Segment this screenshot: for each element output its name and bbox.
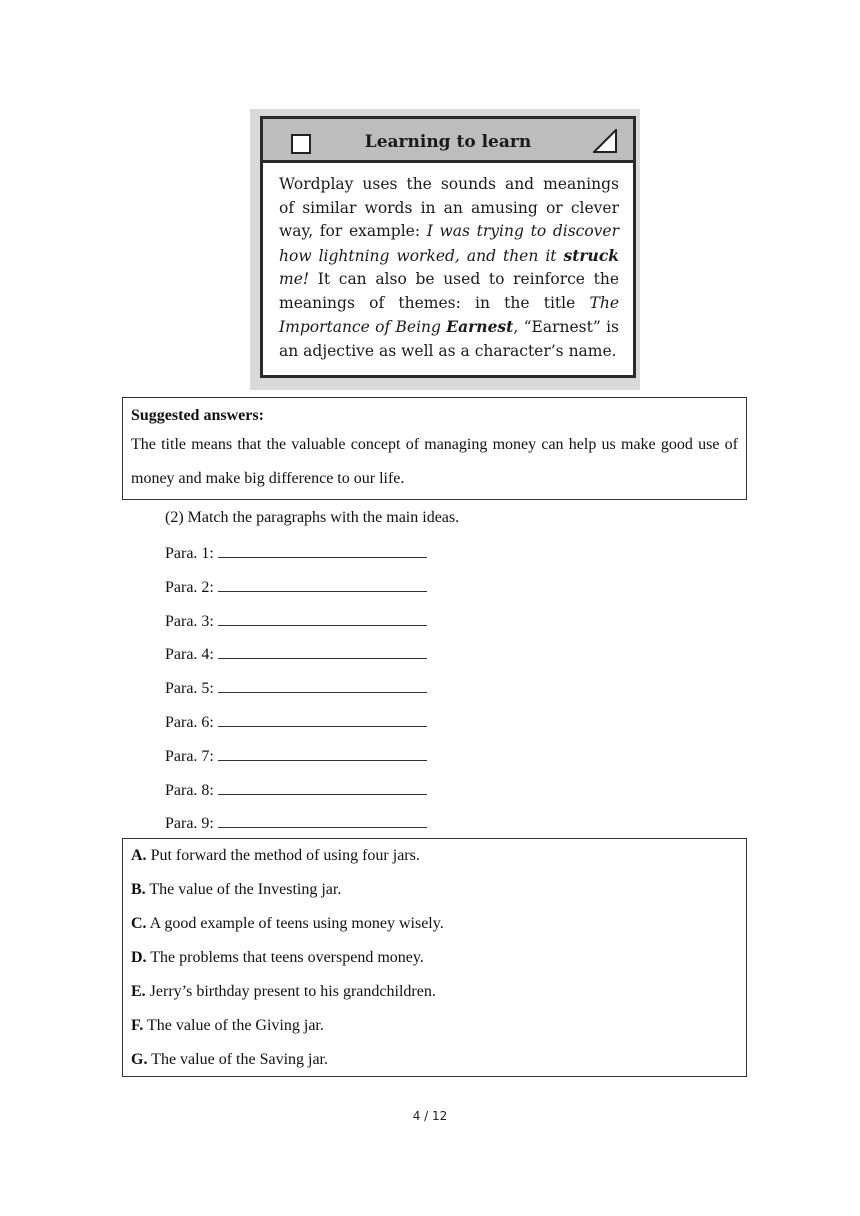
- suggested-answers-heading: Suggested answers:: [131, 407, 264, 424]
- para-match-row: [165, 678, 427, 698]
- para-label: Para. 6:: [165, 714, 214, 731]
- text-run: , “Earnest” is: [513, 318, 619, 336]
- idea-text: The value of the Investing jar.: [145, 881, 342, 898]
- answer-blank[interactable]: [218, 611, 427, 626]
- main-idea-item: [131, 879, 738, 913]
- learning-box-text: [263, 163, 633, 363]
- answer-blank[interactable]: [218, 780, 427, 795]
- para-label: Para. 7:: [165, 747, 214, 765]
- learning-box-line: [279, 268, 619, 292]
- answer-blank[interactable]: [218, 577, 427, 592]
- answer-blank[interactable]: [218, 712, 427, 727]
- learning-box-line: [279, 315, 619, 340]
- para-match-row: [165, 780, 427, 800]
- text-run: The: [589, 293, 619, 312]
- para-label: Para. 2:: [165, 578, 214, 596]
- learning-box-header: [263, 119, 633, 163]
- answer-blank[interactable]: [218, 746, 427, 761]
- page-number: 4 / 12: [412, 1109, 448, 1123]
- para-match-row: [165, 611, 427, 631]
- para-match-row: [165, 644, 427, 664]
- text-run: struck: [563, 245, 619, 265]
- idea-text: Put forward the method of using four jars.: [146, 847, 420, 864]
- learning-box-line: [279, 220, 619, 244]
- idea-letter: A.: [131, 847, 147, 864]
- suggested-answers-text: The title means that the valuable concept of managing money can help us make good use of money and make big difference to our life.: [131, 436, 738, 487]
- para-label: Para. 8:: [165, 781, 214, 799]
- idea-letter: F.: [131, 1017, 144, 1034]
- main-idea-item: [131, 845, 738, 879]
- idea-text: The problems that teens overspend money.: [146, 949, 424, 966]
- idea-text: A good example of teens using money wisely.: [146, 915, 444, 932]
- para-match-row: [165, 712, 427, 732]
- idea-letter: G.: [131, 1051, 148, 1068]
- text-run: meanings of themes: in the title: [279, 293, 590, 312]
- text-run: an adjective as well as a character’s name.: [279, 341, 617, 360]
- para-match-row: [165, 813, 427, 833]
- text-run: me!: [279, 270, 310, 288]
- learning-box-line: [279, 173, 619, 197]
- para-label: Para. 1:: [165, 545, 214, 562]
- learning-to-learn-box: [250, 109, 640, 390]
- para-match-row: [165, 746, 427, 766]
- para-match-row: [165, 543, 427, 563]
- idea-letter: E.: [131, 983, 146, 1000]
- text-run: Importance of Being: [279, 318, 447, 336]
- task-instruction: (2) Match the paragraphs with the main ideas.: [165, 509, 460, 526]
- learning-box-line: [279, 197, 619, 221]
- idea-text: Jerry’s birthday present to his grandchildren.: [145, 983, 436, 1000]
- idea-letter: B.: [131, 881, 146, 898]
- main-idea-item: [131, 1015, 738, 1049]
- text-run: way, for example:: [279, 222, 427, 240]
- text-run: of similar words in an amusing or clever: [279, 198, 619, 217]
- text-run: Earnest: [446, 317, 514, 336]
- main-idea-item: [131, 981, 738, 1015]
- idea-letter: D.: [131, 949, 147, 966]
- learning-box-line: [279, 340, 619, 364]
- para-label: Para. 4:: [165, 646, 214, 664]
- learning-box-title: Learning to learn: [364, 132, 532, 152]
- text-run: Wordplay uses the sounds and meanings: [279, 175, 619, 193]
- corner-triangle-icon: [593, 129, 617, 153]
- text-run: how lightning worked, and then it: [279, 246, 564, 265]
- para-label: Para. 9:: [165, 815, 214, 833]
- suggested-answers-box: [122, 397, 747, 500]
- main-idea-item: [131, 1049, 738, 1083]
- answer-blank[interactable]: [218, 813, 427, 828]
- answer-blank[interactable]: [218, 644, 427, 659]
- answer-blank[interactable]: [218, 543, 427, 558]
- learning-box-frame: [260, 116, 636, 378]
- para-label: Para. 3:: [165, 612, 214, 630]
- para-label: Para. 5:: [165, 680, 214, 698]
- text-run: It can also be used to reinforce the: [309, 270, 619, 288]
- answer-blank[interactable]: [218, 678, 427, 693]
- main-ideas-box: [122, 838, 747, 1077]
- para-match-row: [165, 577, 427, 597]
- main-idea-item: [131, 947, 738, 981]
- learning-box-line: [279, 244, 619, 269]
- idea-letter: C.: [131, 915, 147, 932]
- text-run: I was trying to discover: [426, 222, 620, 240]
- idea-text: The value of the Saving jar.: [147, 1051, 328, 1068]
- learning-box-line: [279, 292, 619, 316]
- idea-text: The value of the Giving jar.: [143, 1017, 324, 1034]
- main-idea-item: [131, 913, 738, 947]
